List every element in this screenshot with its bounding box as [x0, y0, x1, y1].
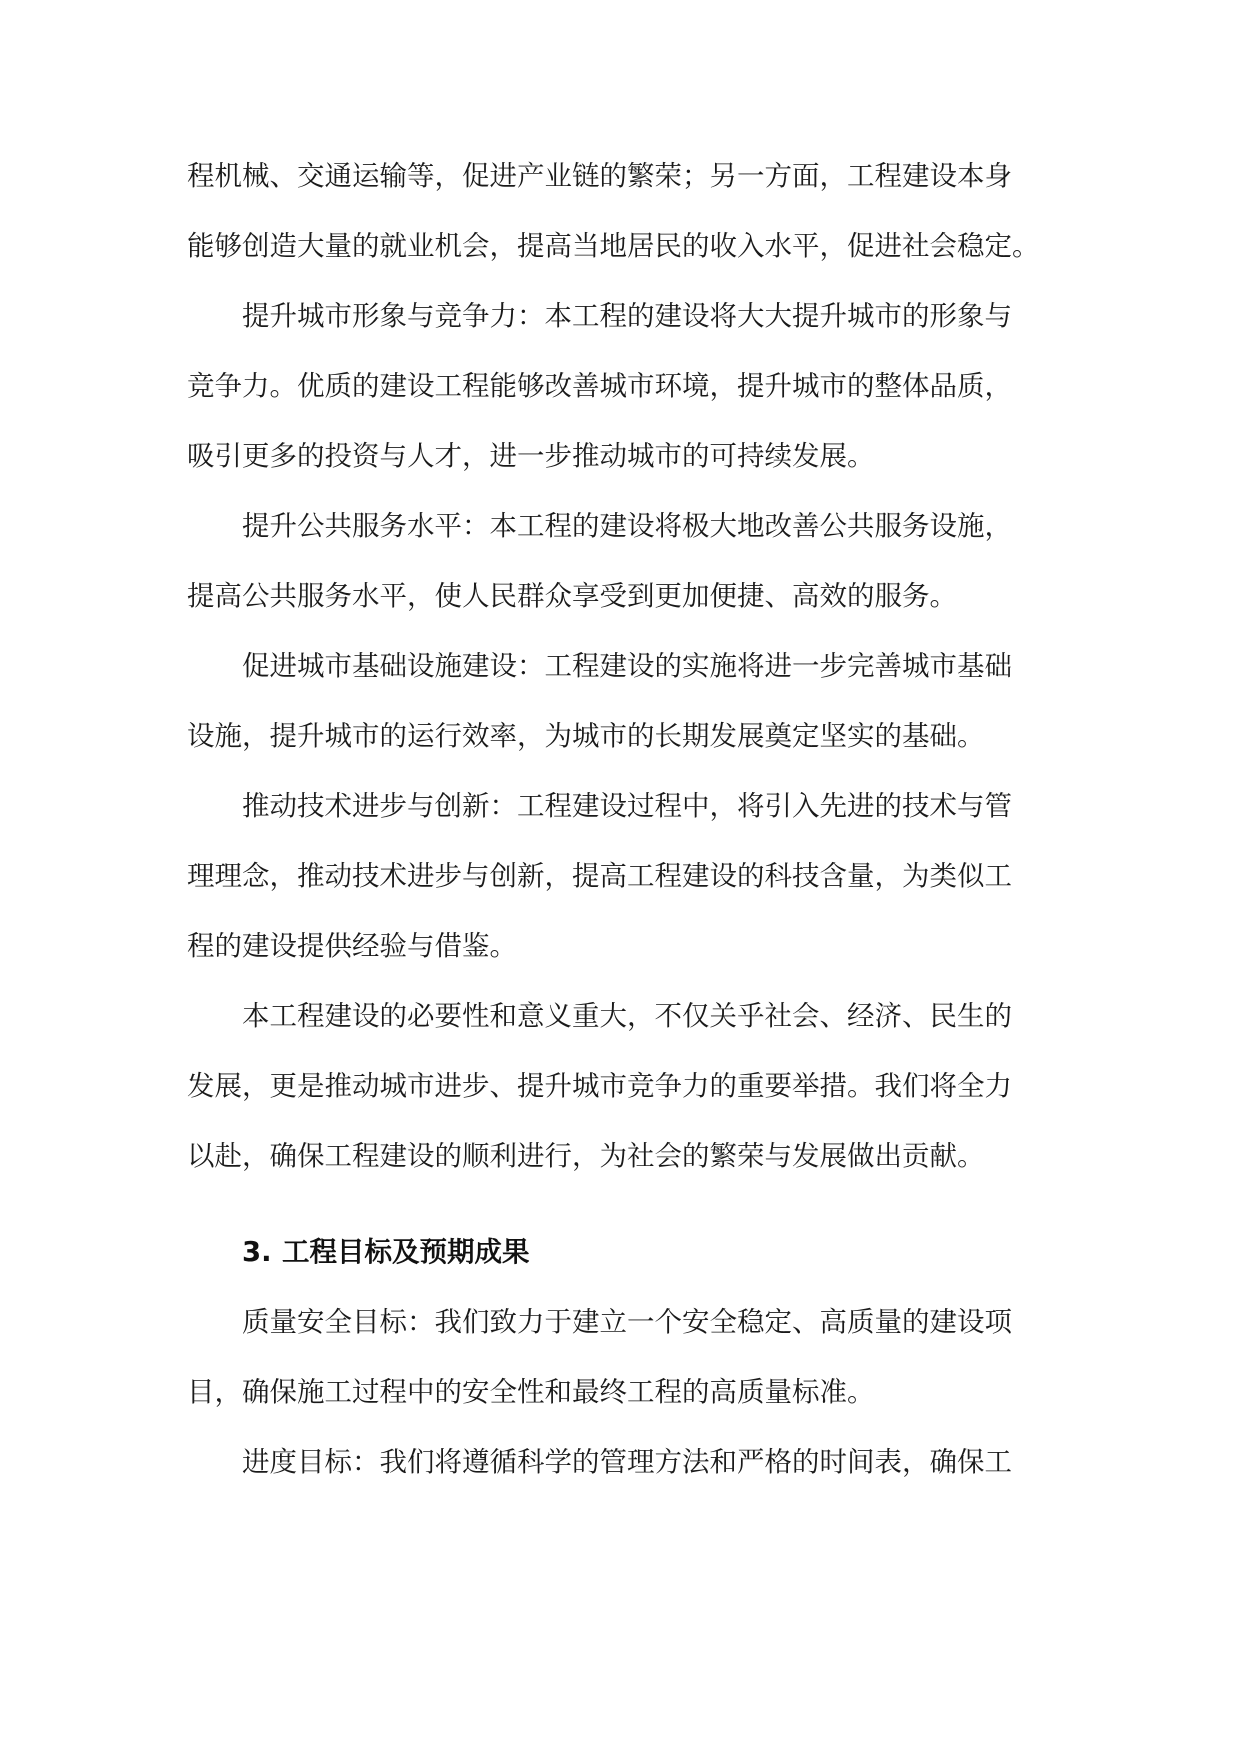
paragraph-line: 设施，提升城市的运行效率，为城市的长期发展奠定坚实的基础。: [187, 720, 985, 752]
paragraph-line: 理理念，推动技术进步与创新，提高工程建设的科技含量，为类似工: [187, 860, 1012, 892]
paragraph-line: 程的建设提供经验与借鉴。: [187, 930, 517, 962]
paragraph-infrastructure: [187, 631, 1053, 771]
paragraph-line: 推动技术进步与创新：工程建设过程中，将引入先进的技术与管: [242, 790, 1012, 822]
paragraph-significance: [187, 981, 1053, 1191]
section-title: 工程目标及预期成果: [282, 1236, 530, 1268]
paragraph-line: 以赴，确保工程建设的顺利进行，为社会的繁荣与发展做出贡献。: [187, 1140, 985, 1172]
paragraph-schedule: [187, 1427, 1053, 1497]
paragraph-line: 进度目标：我们将遵循科学的管理方法和严格的时间表，确保工: [242, 1446, 1012, 1478]
paragraph-industry-employment: [187, 141, 1053, 281]
paragraph-technology: [187, 771, 1053, 981]
section-heading: [187, 1217, 1053, 1287]
paragraph-quality-safety: [187, 1287, 1053, 1427]
paragraph-line: 发展，更是推动城市进步、提升城市竞争力的重要举措。我们将全力: [187, 1070, 1012, 1102]
section-number: 3.: [242, 1236, 272, 1268]
paragraph-line: 质量安全目标：我们致力于建立一个安全稳定、高质量的建设项: [242, 1306, 1012, 1338]
paragraph-public-service: [187, 491, 1053, 631]
paragraph-line: 竞争力。优质的建设工程能够改善城市环境，提升城市的整体品质，: [187, 370, 1012, 402]
paragraph-line: 促进城市基础设施建设：工程建设的实施将进一步完善城市基础: [242, 650, 1012, 682]
paragraph-line: 提升城市形象与竞争力：本工程的建设将大大提升城市的形象与: [242, 300, 1012, 332]
paragraph-line: 提升公共服务水平：本工程的建设将极大地改善公共服务设施，: [242, 510, 1012, 542]
paragraph-line: 程机械、交通运输等，促进产业链的繁荣；另一方面，工程建设本身: [187, 160, 1012, 192]
paragraph-line: 吸引更多的投资与人才，进一步推动城市的可持续发展。: [187, 440, 875, 472]
paragraph-line: 能够创造大量的就业机会，提高当地居民的收入水平，促进社会稳定。: [187, 230, 1040, 262]
paragraph-line: 目，确保施工过程中的安全性和最终工程的高质量标准。: [187, 1376, 875, 1408]
paragraph-city-image: [187, 281, 1053, 491]
paragraph-line: 本工程建设的必要性和意义重大，不仅关乎社会、经济、民生的: [242, 1000, 1012, 1032]
paragraph-line: 提高公共服务水平，使人民群众享受到更加便捷、高效的服务。: [187, 580, 957, 612]
document-body: [187, 141, 1053, 1497]
